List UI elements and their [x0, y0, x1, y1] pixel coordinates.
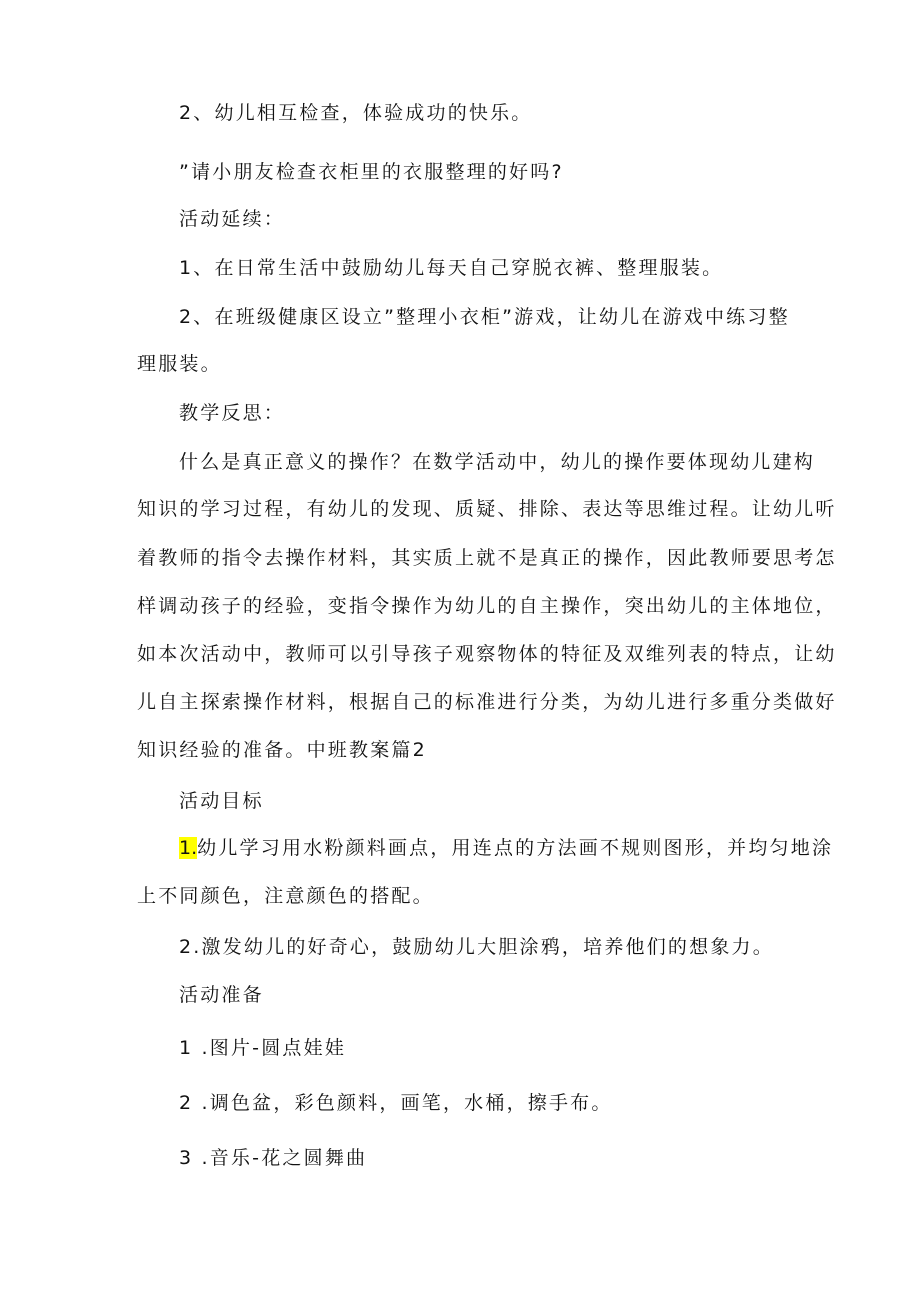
paragraph-line: 2、幼儿相互检查，体验成功的快乐。 — [179, 102, 533, 124]
section-heading: 活动准备 — [179, 984, 264, 1006]
list-item: 1 .图片-圆点娃娃 — [179, 1037, 347, 1059]
section-heading: 活动目标 — [179, 790, 264, 812]
section-heading: 教学反思： — [179, 402, 286, 424]
paragraph-line: 儿自主探索操作材料，根据自己的标准进行分类，为幼儿进行多重分类做好 — [137, 691, 837, 713]
paragraph-line: 知识经验的准备。中班教案篇2 — [137, 739, 427, 761]
paragraph-line: 样调动孩子的经验，变指令操作为幼儿的自主操作，突出幼儿的主体地位， — [137, 595, 837, 617]
list-item: 2 .调色盆，彩色颜料，画笔，水桶，擦手布。 — [179, 1092, 613, 1114]
paragraph-line: 理服装。 — [137, 353, 222, 375]
paragraph-line: 上不同颜色，注意颜色的搭配。 — [137, 885, 434, 907]
paragraph-line: 如本次活动中，教师可以引导孩子观察物体的特征及双维列表的特点，让幼 — [137, 643, 837, 665]
paragraph-line: 2.激发幼儿的好奇心，鼓励幼儿大胆涂鸦，培养他们的想象力。 — [179, 936, 774, 958]
paragraph-line: 2、在班级健康区设立”整理小衣柜”游戏，让幼儿在游戏中练习整 — [179, 306, 790, 328]
paragraph-line: 知识的学习过程，有幼儿的发现、质疑、排除、表达等思维过程。让幼儿听 — [137, 498, 837, 520]
paragraph-line: 什么是真正意义的操作？在数学活动中，幼儿的操作要体现幼儿建构 — [179, 451, 816, 473]
paragraph-line: 1、在日常生活中鼓励幼儿每天自己穿脱衣裤、整理服装。 — [179, 257, 724, 279]
section-heading: 活动延续： — [179, 208, 286, 230]
paragraph-text: 幼儿学习用水粉颜料画点，用连点的方法画不规则图形，并均匀地涂 — [197, 837, 834, 859]
paragraph-line: ”请小朋友检查衣柜里的衣服整理的好吗? — [179, 161, 564, 183]
highlighted-marker: 1. — [179, 837, 198, 859]
paragraph-line: 着教师的指令去操作材料，其实质上就不是真正的操作，因此教师要思考怎 — [137, 547, 837, 569]
paragraph-line — [179, 836, 833, 860]
list-item: 3 .音乐-花之圆舞曲 — [179, 1147, 368, 1169]
